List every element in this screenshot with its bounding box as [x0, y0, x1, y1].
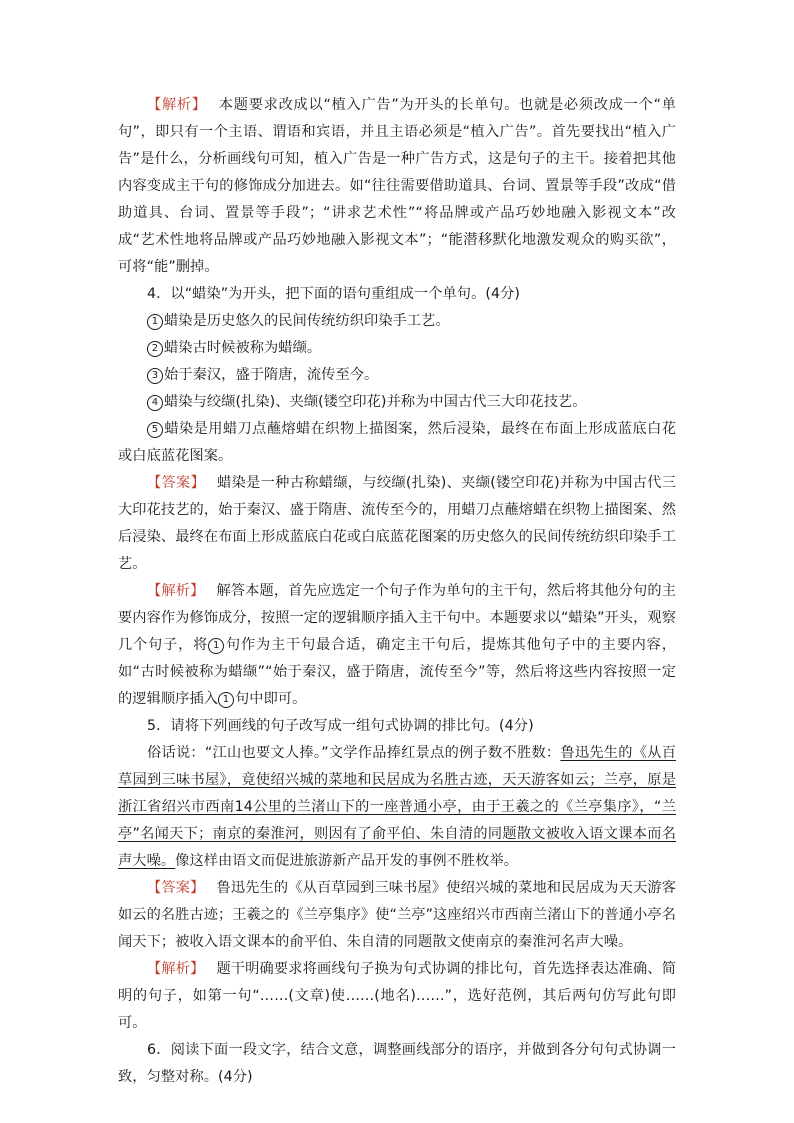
q4-item-3	[118, 362, 676, 389]
q5-tail-text: 像这样由语文而促进旅游新产品开发的事例不胜枚举。	[175, 853, 519, 869]
question-4-stem: 4．以“蜡染”为开头，把下面的语句重组成一个单句。(4分)	[147, 286, 521, 302]
q4-item-text: 蜡染是历史悠久的民间传统纺织印染手工艺。	[164, 313, 450, 329]
q4-item-text: 蜡染古时候被称为蜡缬。	[164, 340, 322, 356]
q4-analysis-text-3: 句中即可。	[235, 691, 307, 707]
analysis-text: 本题要求改成以“植入广告”为开头的长单句。也就是必须改成一个“单句”，即只有一个主语、谓语和宾语，并且主语必须是“植入广告”。首先要找出“植入广告”是什么，分析画线句可知，植入广告是一种广告方式，这是句子的主干。接着把其他内容变成主干句的修饰成分加进去。如“往往需要借助道具、台词、置景等手段”改成“借助道具、台词、置景等手段”；“讲求艺术性”“将品牌或产品巧妙地融入影视文本”改成“艺术性地将品牌或产品巧妙地融入影视文本”；“能潜移默化地激发观众的购买欲”，可将“能”删掉。	[118, 97, 676, 275]
q5-analysis-text: 题干明确要求将画线句子换为句式协调的排比句，首先选择表达准确、简明的句子，如第一句“……(文章)使……(地名)……”，选好范例，其后两句仿写此句即可。	[118, 961, 676, 1031]
document-page	[118, 92, 676, 1091]
q5-analysis-paragraph	[118, 956, 676, 1037]
circled-number: 1	[208, 638, 224, 654]
circled-number: 1	[147, 314, 163, 330]
question-6-stem: 6．阅读下面一段文字，结合文意，调整画线部分的语序，并做到各分句句式协调一致，匀整对称。(4分)	[118, 1042, 676, 1085]
q5-answer-text: 鲁迅先生的《从百草园到三味书屋》使绍兴城的菜地和民居成为天天游客如云的名胜古迹；王羲之的《兰亭集序》使“兰亭”这座绍兴市西南兰渚山下的普通小亭名闻天下；被收入语文课本的俞平伯、朱自清的同题散文使南京的秦淮河名声大噪。	[118, 880, 676, 950]
circled-number: 4	[147, 395, 163, 411]
circled-number: 1	[218, 692, 234, 708]
q4-item-2	[118, 335, 676, 362]
analysis-paragraph-q3	[118, 92, 676, 281]
q4-analysis-paragraph	[118, 578, 676, 713]
analysis-tag: 【解析】	[147, 961, 205, 977]
q4-item-text: 蜡染与绞缬(扎染)、夹缬(镂空印花)并称为中国古代三大印花技艺。	[164, 394, 587, 410]
answer-tag: 【答案】	[147, 475, 206, 491]
q5-lead-text: 俗话说：“江山也要文人捧。”文学作品捧红景点的例子数不胜数：	[147, 745, 561, 761]
q4-item-text: 蜡染是用蜡刀点蘸熔蜡在织物上描图案，然后浸染，最终在布面上形成蓝底白花或白底蓝花图案。	[118, 421, 676, 464]
answer-tag: 【答案】	[147, 880, 205, 896]
q4-analysis-text-1: 解答本题，首先应选定一个句子作为单句的主干句，然后将其他分句的主要内容作为修饰成分，按照一定的逻辑顺序插入主干句中。本题要求以“蜡染”开头，观察几个句子，将	[118, 583, 676, 653]
circled-number: 3	[147, 368, 163, 384]
q4-item-5	[118, 416, 676, 470]
circled-number: 5	[147, 422, 163, 438]
q4-answer-paragraph	[118, 470, 676, 578]
circled-number: 2	[147, 341, 163, 357]
q4-item-4	[118, 389, 676, 416]
analysis-tag: 【解析】	[147, 583, 205, 599]
q4-item-text: 始于秦汉，盛于隋唐，流传至今。	[164, 367, 379, 383]
q4-answer-text: 蜡染是一种古称蜡缬，与绞缬(扎染)、夹缬(镂空印花)并称为中国古代三大印花技艺的，始于秦汉、盛于隋唐、流传至今的，用蜡刀点蘸熔蜡在织物上描图案、然后浸染、最终在布面上形成蓝底白花或白底蓝花图案的历史悠久的民间传统纺织印染手工艺。	[118, 475, 676, 572]
q5-answer-paragraph	[118, 875, 676, 956]
q4-item-1	[118, 308, 676, 335]
q5-underlined-text: 鲁迅先生的《从百草园到三味书屋》，竟使绍兴城的菜地和民居成为名胜古迹，天天游客如云；兰亭，原是浙江省绍兴市西南14公里的兰渚山下的一座普通小亭，由于王羲之的《兰亭集序》，“兰亭”名闻天下；南京的秦淮河，则因有了俞平伯、朱自清的同题散文被收入语文课本而名声大噪。	[118, 745, 676, 869]
analysis-tag: 【解析】	[147, 97, 207, 113]
q4-analysis-text-2: 句作为主干句最合适，确定主干句后，提炼其他句子中的主要内容，如“古时候被称为蜡缬”“始于秦汉，盛于隋唐，流传至今”等，然后将这些内容按照一定的逻辑顺序插入	[118, 637, 676, 707]
question-5-stem: 5．请将下列画线的句子改写成一组句式协调的排比句。(4分)	[147, 718, 534, 734]
q5-passage	[118, 740, 676, 875]
